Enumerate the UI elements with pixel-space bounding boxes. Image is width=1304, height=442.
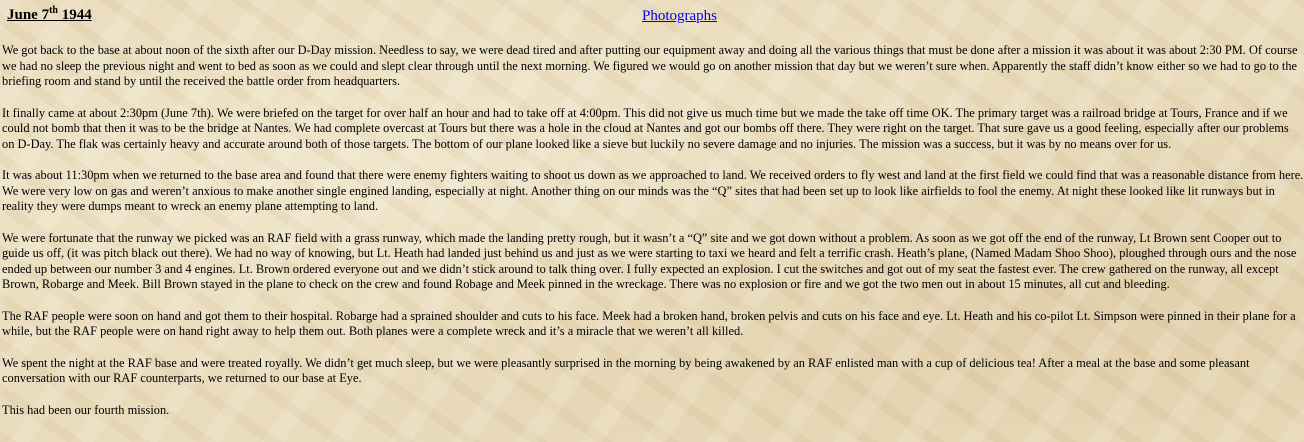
date-main: June 7: [7, 7, 50, 23]
date-year: 1944: [58, 7, 92, 23]
paragraph-night-at-raf-base: We spent the night at the RAF base and were treated royally. We didn’t get much sleep, but we were pleasantly surprised in the morning by being awakened by an RAF enlisted man with a cup of delicious tea! After a meal at the base and some pleasant conversation with our RAF counterparts, we returned to our base at Eye.: [2, 355, 1250, 385]
paragraph-enemy-fighters: It was about 11:30pm when we returned to the base area and found that there were enemy fighters waiting to shoot us down as we approached to land. We received orders to fly west and land at the first field we could find that was a reasonable distance from here. We were very low on gas and weren’t anxious to make another single engined landing, especially at night. Another thing on our minds was the “Q” sites that had been set up to look like airfields to fool the enemy. At night these looked like lit runways but in reality they were dumps meant to wreck an enemy plane attempting to land.: [2, 168, 1304, 213]
paragraph-raf-field-crash: We were fortunate that the runway we picked was an RAF field with a grass runway, which made the landing pretty rough, but it wasn’t a “Q” site and we got down without a problem. As soon as we got off the end of the runway, Lt Brown sent Cooper out to guide us off, (it was pitch black out there). We had no way of knowing, but Lt. Heath had landed just behind us and just as we were starting to taxi we heard and felt a terrific crash. Heath’s plane, (Named Madam Shoo Shoo), ploughed through ours and the nose ended up between our number 3 and 4 engines. Lt. Brown ordered everyone out and we didn’t stick around to talk thing over. I fully expected an explosion. I cut the switches and got out of my seat the fastest ever. The crew gathered on the runway, all except Brown, Robarge and Meek. Bill Brown stayed in the plane to check on the crew and found Robage and Meek pinned in the wreckage. There was no explosion or fire and we got the two men out in about 15 minutes, all cut and bleeding.: [2, 230, 1297, 291]
date-heading: [7, 5, 92, 25]
paragraph-hospital: The RAF people were soon on hand and got them to their hospital. Robarge had a sprained shoulder and cuts to his face. Meek had a broken hand, broken pelvis and cuts on his face and eye. Lt. Heath and his co-pilot Lt. Simpson were pinned in their plane for a while, but the RAF people were on hand right away to help them out. Both planes were a complete wreck and it’s a miracle that we weren’t all killed.: [2, 308, 1296, 338]
diary-entry-body: [2, 43, 1304, 418]
date-ordinal-suffix: th: [49, 5, 58, 16]
paragraph-briefing-mission: It finally came at about 2:30pm (June 7th). We were briefed on the target for over half an hour and had to take off at 4:00pm. This did not give us much time but we made the take off time OK. The primary target was a railroad bridge at Tours, France and if we could not bomb that then it was to be the bridge at Nantes. We had complete overcast at Tours but there was a hole in the cloud at Nantes and got our bombs off there. They were right on the target. That sure gave us a good feeling, especially after our problems on D-Day. The flak was certainly heavy and accurate around both of those targets. The bottom of our plane looked like a sieve but luckily no severe damage and no injuries. The mission was a success, but it was by no means over for us.: [2, 105, 1289, 151]
photographs-link[interactable]: Photographs: [642, 8, 717, 24]
paragraph-fourth-mission: This had been our fourth mission.: [2, 402, 170, 417]
paragraph-return-to-base: We got back to the base at about noon of the sixth after our D-Day mission. Needless to say, we were dead tired and after putting our equipment away and doing all the various things that must be done after a mission it was about it was about 2:30 PM. Of course we had no sleep the previous night and went to bed as soon as we could and slept clear through until the next morning. We figured we would go on another mission that day but we weren’t sure when. Apparently the staff didn’t know either so we had to go to the briefing room and stand by until the received the battle order from headquarters.: [2, 43, 1298, 88]
